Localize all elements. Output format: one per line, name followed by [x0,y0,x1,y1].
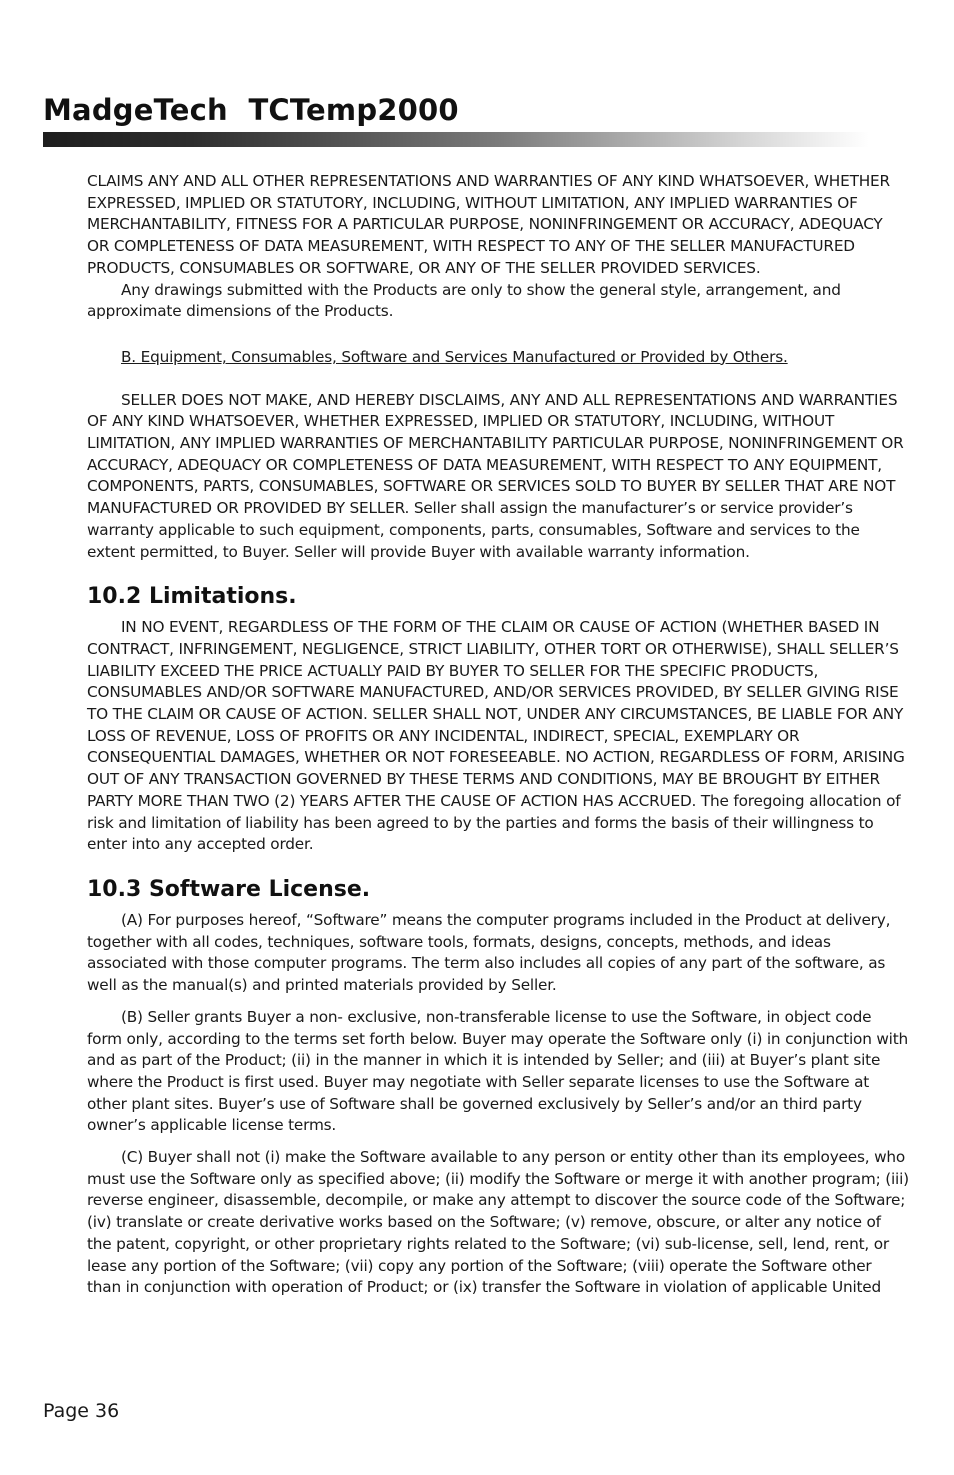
limitations-paragraph: IN NO EVENT, REGARDLESS OF THE FORM OF THE CLAIM OR CAUSE OF ACTION (WHETHER BASED IN CONTRACT, INFRINGEMENT, NEGLIGENCE, STRICT LIABILITY, OTHER TORT OR OTHERWISE), SHALL SELLER’S LIABILITY EXCEED THE PRICE ACTUALLY PAID BY BUYER TO SELLER FOR THE SPECIFIC PRODUCTS, CONSUMABLES AND/OR SOFTWARE MANUFACTURED, AND/OR SERVICES PROVIDED, BY SELLER GIVING RISE TO THE CLAIM OR CAUSE OF ACTION. SELLER SHALL NOT, UNDER ANY CIRCUMSTANCES, BE LIABLE FOR ANY LOSS OF REVENUE, LOSS OF PROFITS OR ANY INCIDENTAL, INDIRECT, SPECIAL, EXEMPLARY OR CONSEQUENTIAL DAMAGES, WHETHER OR NOT FORESEEABLE. NO ACTION, REGARDLESS OF FORM, ARISING OUT OF ANY TRANSACTION GOVERNED BY THESE TERMS AND CONDITIONS, MAY BE BROUGHT BY EITHER PARTY MORE THAN TWO (2) YEARS AFTER THE CAUSE OF ACTION HAS ACCRUED. The foregoing allocation of risk and limitation of liability has been agreed to by the parties and forms the basis of their willingness to enter into any accepted order. [87,618,905,854]
page-number: Page 36 [43,1400,120,1422]
third-party-disclaimer-paragraph: SELLER DOES NOT MAKE, AND HEREBY DISCLAIMS, ANY AND ALL REPRESENTATIONS AND WARRANTIES OF ANY KIND WHATSOEVER, WHETHER EXPRESSED, IMPLIED OR STATUTORY, INCLUDING, WITHOUT LIMITATION, ANY IMPLIED WARRANTIES OF MERCHANTABILITY PARTICULAR PURPOSE, NONINFRINGEMENT OR ACCURACY, ADEQUACY OR COMPLETENESS OF DATA MEASUREMENT, WITH RESPECT TO ANY EQUIPMENT, COMPONENTS, PARTS, CONSUMABLES, SOFTWARE OR SERVICES SOLD TO BUYER BY SELLER THAT ARE NOT MANUFACTURED OR PROVIDED BY SELLER. Seller shall assign the manufacturer’s or service provider’s warranty applicable to such equipment, components, parts, consumables, Software and services to the extent permitted, to Buyer. Seller will provide Buyer with available warranty information. [87,390,904,561]
drawings-paragraph: Any drawings submitted with the Products are only to show the general style, arrangement, and approximate dimensions of the Products. [87,280,841,321]
software-license-paragraph-c: (C) Buyer shall not (i) make the Software available to any person or entity other than its employees, who must use the Software only as specified above; (ii) modify the Software or merge it with another program; (iii) reverse engineer, disassemble, decompile, or make any attempt to discover the source code of the Software; (iv) translate or create derivative works based on the Software; (v) remove, obscure, or alter any notice of the patent, copyright, or other proprietary rights related to the Software; (vi) sub-license, sell, lend, rent, or lease any portion of the Software; (vii) copy any portion of the Software; (viii) operate the Software other than in conjunction with operation of Product; or (ix) transfer the Software in violation of applicable United [87,1148,909,1297]
section-heading-limitations: 10.2 Limitations. [87,584,297,610]
document-title: MadgeTech TCTemp2000 [43,93,459,127]
document-body [87,171,909,1299]
subsection-b-heading: B. Equipment, Consumables, Software and Services Manufactured or Provided by Others. [121,347,788,366]
software-license-paragraph-a: (A) For purposes hereof, “Software” means the computer programs included in the Product at delivery, together with all codes, techniques, software tools, formats, designs, concepts, methods, and ideas associated with those computer programs. The term also includes all copies of any part of the software, as well as the manual(s) and printed materials provided by Seller. [87,910,891,995]
software-license-paragraph-b: (B) Seller grants Buyer a non- exclusive, non-transferable license to use the Software, in object code form only, according to the terms set forth below. Buyer may operate the Software only (i) in conjunction with and as part of the Product; (ii) in the manner in which it is intended by Seller; and (iii) at Buyer’s plant site where the Product is first used. Buyer may negotiate with Seller separate licenses to use the Software at other plant sites. Buyer’s use of Software shall be governed exclusively by Seller’s and/or an third party owner’s applicable license terms. [87,1007,909,1135]
warranty-disclaimer-paragraph: CLAIMS ANY AND ALL OTHER REPRESENTATIONS AND WARRANTIES OF ANY KIND WHATSOEVER, WHETHER EXPRESSED, IMPLIED OR STATUTORY, INCLUDING, WITHOUT LIMITATION, ANY IMPLIED WARRANTIES OF MERCHANTABILITY, FITNESS FOR A PARTICULAR PURPOSE, NONINFRINGEMENT OR ACCURACY, ADEQUACY OR COMPLETENESS OF DATA MEASUREMENT, WITH RESPECT TO ANY OF THE SELLER MANUFACTURED PRODUCTS, CONSUMABLES OR SOFTWARE, OR ANY OF THE SELLER PROVIDED SERVICES. [87,172,890,277]
header-gradient-bar [43,132,869,147]
section-heading-software-license: 10.3 Software License. [87,876,371,902]
